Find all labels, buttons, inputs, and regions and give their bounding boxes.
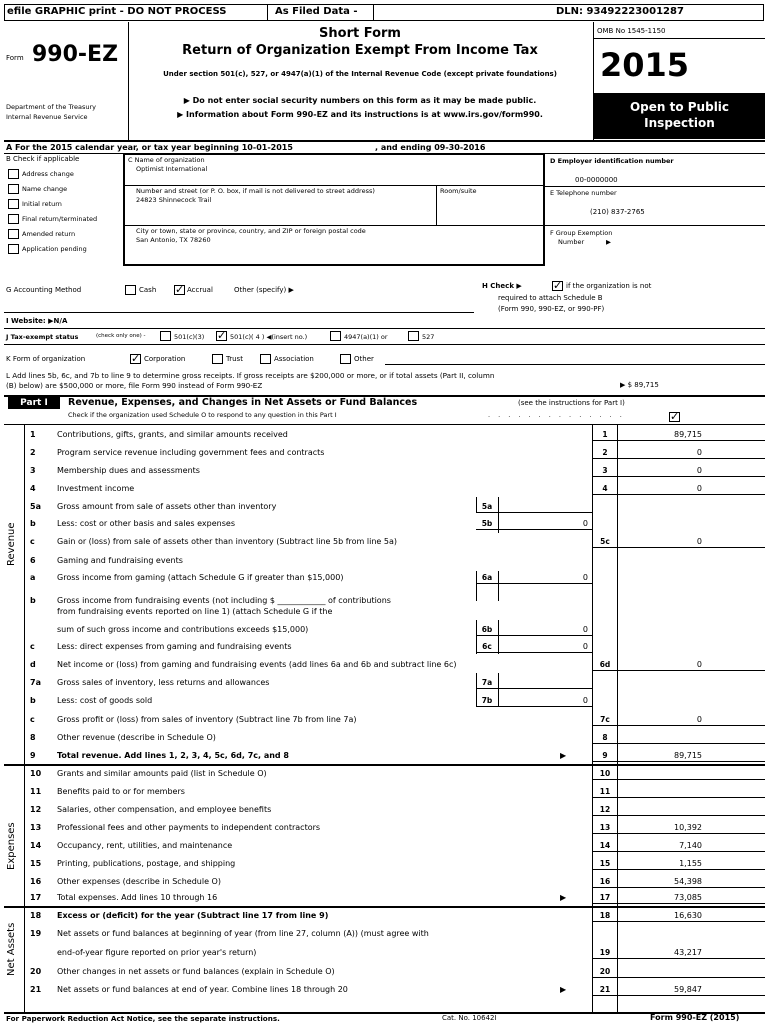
room-suite-label: Room/suite — [440, 187, 477, 195]
line-description: Gross amount from sale of assets other than inventory — [57, 502, 277, 511]
line-description: Salaries, other compensation, and employee benefits — [57, 805, 272, 814]
h-check-label: H Check ▶ — [482, 282, 522, 290]
line-number: 10 — [30, 769, 42, 778]
line-description: Excess or (deficit) for the year (Subtract line 17 from line 9) — [57, 911, 329, 920]
line-amount[interactable]: 43,217 — [674, 948, 702, 957]
4947-label: 4947(a)(1) or — [344, 333, 388, 341]
final-return-label: Final return/terminated — [22, 215, 98, 223]
amount-rule — [592, 833, 765, 834]
as-filed-label: As Filed Data - — [275, 6, 358, 17]
line-ref-number: 18 — [599, 911, 611, 920]
line-description: Gross income from gaming (attach Schedule G if greater than $15,000) — [57, 573, 344, 582]
sub-amount-rule — [476, 583, 592, 584]
footer-cat-no: Cat. No. 10642I — [442, 1014, 497, 1022]
amount-rule — [592, 494, 765, 495]
association-checkbox[interactable] — [260, 354, 271, 364]
line-description: Gain or (loss) from sale of assets other than inventory (Subtract line 5b from line 5a) — [57, 537, 397, 546]
501c4-checkbox[interactable] — [216, 331, 227, 341]
amount-rule — [592, 797, 765, 798]
line-number: 6 — [30, 556, 36, 565]
street-value[interactable]: 24823 Shinnecock Trail — [136, 196, 212, 204]
accounting-method-label: G Accounting Method — [6, 286, 82, 294]
sub-amount-rule — [476, 706, 592, 707]
line-description: Membership dues and assessments — [57, 466, 200, 475]
line-ref-number: 2 — [602, 448, 608, 457]
trust-label: Trust — [226, 355, 243, 363]
line-number: 15 — [30, 859, 42, 868]
501c3-label: 501(c)(3) — [174, 333, 205, 341]
initial-return-label: Initial return — [22, 200, 62, 208]
efile-label: efile GRAPHIC print - DO NOT PROCESS — [7, 6, 227, 17]
other-method-label: Other (specify) ▶ — [234, 286, 294, 294]
line-description: Printing, publications, postage, and shipping — [57, 859, 236, 868]
trust-checkbox[interactable] — [212, 354, 223, 364]
phone-value[interactable]: (210) 837-2765 — [590, 208, 645, 216]
line-number: c — [30, 537, 35, 546]
line-description: Net assets or fund balances at beginning of year (from line 27, column (A)) (must agree with — [57, 929, 429, 938]
line-description: Less: cost of goods sold — [57, 696, 153, 705]
cash-label: Cash — [139, 286, 157, 294]
final-return-checkbox[interactable] — [8, 214, 19, 224]
line-number: 2 — [30, 448, 36, 457]
line-a-end: , and ending 09-30-2016 — [375, 143, 486, 152]
line-number: d — [30, 660, 36, 669]
line-description: Other revenue (describe in Schedule O) — [57, 733, 216, 742]
org-name-value[interactable]: Optimist International — [136, 165, 208, 173]
line-description: Less: direct expenses from gaming and fundraising events — [57, 642, 292, 651]
sub-amount-rule — [476, 512, 592, 513]
line-number: 12 — [30, 805, 42, 814]
short-form-label: Short Form — [319, 26, 401, 41]
amount-rule — [592, 977, 765, 978]
group-exemption-number-label: Number — [558, 238, 585, 246]
line-description: Other expenses (describe in Schedule O) — [57, 877, 221, 886]
line-ref-number: 5c — [600, 537, 610, 546]
line-description-cont: sum of such gross income and contributions exceeds $15,000) — [57, 625, 309, 634]
net-assets-side-label: Net Assets — [6, 922, 17, 976]
line-amount[interactable]: 10,392 — [674, 823, 702, 832]
line-number: 17 — [30, 893, 42, 902]
line-sub-amount[interactable]: 0 — [582, 642, 588, 651]
tax-exempt-sub: (check only one) - — [96, 333, 146, 339]
group-exemption-arrow: ▶ — [606, 238, 611, 246]
line-number: c — [30, 715, 35, 724]
amount-rule — [592, 815, 765, 816]
line-number: 3 — [30, 466, 36, 475]
accrual-label: Accrual — [187, 286, 213, 294]
l-line-1: L Add lines 5b, 6c, and 7b to line 9 to determine gross receipts. If gross receipts are $200,000 or more, or if total assets (Part II, column — [6, 371, 495, 380]
line-ref-number: 6d — [599, 660, 611, 669]
line-number: 4 — [30, 484, 36, 493]
amount-rule — [592, 440, 765, 441]
line-description: Less: cost or other basis and sales expenses — [57, 519, 235, 528]
amount-rule — [592, 779, 765, 780]
line-amount[interactable]: 89,715 — [674, 751, 702, 760]
line-ref-number: 4 — [602, 484, 608, 493]
line-description: Net income or (loss) from gaming and fundraising events (add lines 6a and 6b and subtract line 6c) — [57, 660, 457, 669]
line-description: Professional fees and other payments to independent contractors — [57, 823, 321, 832]
h-text-2: required to attach Schedule B — [498, 294, 603, 302]
open-to-public: Open to Public — [629, 100, 730, 114]
line-number: 9 — [30, 751, 36, 760]
amount-rule — [592, 547, 765, 548]
line-number: b — [30, 696, 36, 705]
line-amount[interactable]: 89,715 — [674, 430, 702, 439]
amount-rule — [592, 476, 765, 477]
527-label: 527 — [422, 333, 435, 341]
line-sub-number: 6b — [481, 625, 493, 634]
part-i-title: Revenue, Expenses, and Changes in Net Assets or Fund Balances — [68, 397, 418, 408]
arrow-icon: ▶ — [560, 751, 567, 760]
line-amount[interactable]: 0 — [696, 484, 702, 493]
dln-label: DLN: 93492223001287 — [556, 6, 684, 17]
line-amount[interactable]: 7,140 — [679, 841, 702, 850]
line-ref-number: 19 — [599, 948, 611, 957]
footer-form-id: Form 990-EZ (2015) — [650, 1013, 740, 1022]
form-subtitle: Under section 501(c), 527, or 4947(a)(1) of the Internal Revenue Code (except private foundations) — [163, 70, 557, 78]
line-description: Other changes in net assets or fund balances (explain in Schedule O) — [57, 967, 335, 976]
line-description: Total revenue. Add lines 1, 2, 3, 4, 5c, 6d, 7c, and 8 — [57, 751, 289, 760]
line-number: b — [30, 519, 36, 528]
line-ref-number: 15 — [599, 859, 611, 868]
line-ref-number: 17 — [599, 893, 611, 902]
line-number: 19 — [30, 929, 42, 938]
address-change-label: Address change — [22, 170, 74, 178]
line-number: 11 — [30, 787, 42, 796]
line-number: 21 — [30, 985, 42, 994]
line-ref-number: 10 — [599, 769, 611, 778]
line-ref-number: 20 — [599, 967, 611, 976]
amount-rule — [592, 725, 765, 726]
line-sub-amount[interactable]: 0 — [582, 519, 588, 528]
corporation-label: Corporation — [144, 355, 186, 363]
amount-rule — [592, 921, 765, 922]
name-change-checkbox[interactable] — [8, 184, 19, 194]
sub-amount-rule — [476, 688, 592, 689]
line-ref-number: 13 — [599, 823, 611, 832]
line-sub-amount[interactable]: 0 — [582, 696, 588, 705]
omb-number: OMB No 1545-1150 — [597, 27, 666, 35]
part-i-label: Part I — [20, 398, 48, 408]
line-number: 5a — [30, 502, 41, 511]
amount-rule — [592, 903, 765, 904]
line-description: Investment income — [57, 484, 135, 493]
line-ref-number: 11 — [599, 787, 611, 796]
line-number: c — [30, 642, 35, 651]
line-ref-number: 14 — [599, 841, 611, 850]
city-value[interactable]: San Antonio, TX 78260 — [136, 236, 211, 244]
amount-rule — [592, 869, 765, 870]
line-description: Gaming and fundraising events — [57, 556, 183, 565]
part-i-check-dots: . . . . . . . . . . . . . . — [488, 411, 625, 419]
l-line-2: (B) below) are $500,000 or more, file Form 990 instead of Form 990-EZ — [6, 381, 263, 390]
association-label: Association — [274, 355, 314, 363]
dept-treasury: Department of the Treasury — [6, 103, 97, 111]
line-sub-number: 6c — [482, 642, 492, 651]
line-description: Contributions, gifts, grants, and similar amounts received — [57, 430, 288, 439]
schedule-o-checkbox[interactable] — [669, 412, 680, 422]
line-amount[interactable]: 0 — [696, 715, 702, 724]
group-exemption-label: F Group Exemption — [550, 229, 613, 237]
line-number: b — [30, 596, 36, 605]
street-label: Number and street (or P. O. box, if mail is not delivered to street address) — [136, 187, 375, 195]
amount-rule — [592, 761, 765, 762]
4947-checkbox[interactable] — [330, 331, 341, 341]
amended-return-checkbox[interactable] — [8, 229, 19, 239]
line-amount[interactable]: 0 — [696, 537, 702, 546]
gross-receipts-value: ▶ $ 89,715 — [620, 381, 659, 389]
arrow-icon: ▶ — [560, 985, 567, 994]
ein-label: D Employer identification number — [550, 157, 674, 165]
name-change-label: Name change — [22, 185, 68, 193]
line-number: 16 — [30, 877, 42, 886]
line-description: Gross income from fundraising events (not including $ ____________ of contributions — [57, 596, 391, 605]
501c3-checkbox[interactable] — [160, 331, 171, 341]
irs-label: Internal Revenue Service — [6, 113, 88, 121]
part-i-title-note: (see the instructions for Part I) — [518, 399, 625, 407]
line-description: Occupancy, rent, utilities, and maintenance — [57, 841, 233, 850]
line-sub-number: 6a — [481, 573, 493, 582]
revenue-side-label: Revenue — [6, 522, 17, 566]
line-description-cont: end-of-year figure reported on prior year's return) — [57, 948, 257, 957]
line-number: a — [30, 573, 36, 582]
sub-amount-rule — [476, 529, 592, 530]
line-description-cont: from fundraising events reported on line 1) (attach Schedule G if the — [57, 607, 333, 616]
tax-year: 2015 — [600, 46, 690, 84]
line-sub-number: 5a — [481, 502, 493, 511]
line-description: Benefits paid to or for members — [57, 787, 185, 796]
h-text-3: (Form 990, 990-EZ, or 990-PF) — [498, 305, 605, 313]
line-ref-number: 3 — [602, 466, 608, 475]
line-ref-number: 9 — [602, 751, 608, 760]
ssn-notice: ▶ Do not enter social security numbers on this form as it may be made public. — [183, 96, 537, 105]
line-ref-number: 16 — [599, 877, 611, 886]
501c4-label: 501(c)( 4 ) ◀(insert no.) — [230, 333, 308, 341]
amended-return-label: Amended return — [22, 230, 76, 238]
line-number: 14 — [30, 841, 42, 850]
address-change-checkbox[interactable] — [8, 169, 19, 179]
application-pending-label: Application pending — [22, 245, 87, 253]
line-description: Gross profit or (loss) from sales of inventory (Subtract line 7b from line 7a) — [57, 715, 357, 724]
line-sub-amount[interactable]: 0 — [582, 625, 588, 634]
line-description: Gross sales of inventory, less returns and allowances — [57, 678, 270, 687]
line-amount[interactable]: 0 — [696, 660, 702, 669]
line-number: 13 — [30, 823, 42, 832]
line-ref-number: 8 — [602, 733, 608, 742]
line-sub-number: 5b — [481, 519, 493, 528]
cash-checkbox[interactable] — [125, 285, 136, 295]
line-amount[interactable]: 16,630 — [674, 911, 702, 920]
line-ref-number: 12 — [599, 805, 611, 814]
line-a-text: A For the 2015 calendar year, or tax year beginning 10-01-2015 — [6, 143, 293, 152]
tax-exempt-status-label: J Tax-exempt status — [6, 333, 79, 341]
527-checkbox[interactable] — [408, 331, 419, 341]
org-name-label: C Name of organization — [128, 156, 205, 164]
website-label: I Website: ▶N/A — [6, 317, 68, 325]
ein-value[interactable]: 00-0000000 — [575, 176, 618, 184]
line-amount[interactable]: 54,398 — [674, 877, 702, 886]
line-number: 20 — [30, 967, 42, 976]
form-of-org-label: K Form of organization — [6, 355, 86, 363]
application-pending-checkbox[interactable] — [8, 244, 19, 254]
form-number: 990-EZ — [32, 42, 119, 67]
line-sub-number: 7a — [481, 678, 493, 687]
amount-rule — [592, 887, 765, 888]
other-form-label: Other — [354, 355, 374, 363]
line-amount[interactable]: 73,085 — [674, 893, 702, 902]
line-description: Total expenses. Add lines 10 through 16 — [57, 893, 218, 902]
sub-amount-rule — [476, 635, 592, 636]
initial-return-checkbox[interactable] — [8, 199, 19, 209]
amount-rule — [592, 670, 765, 671]
line-ref-number: 7c — [600, 715, 610, 724]
line-description: Net assets or fund balances at end of year. Combine lines 18 through 20 — [57, 985, 348, 994]
expenses-side-label: Expenses — [6, 822, 17, 870]
form-prefix: Form — [6, 54, 24, 62]
corporation-checkbox[interactable] — [130, 354, 141, 364]
part-i-check-line: Check if the organization used Schedule O to respond to any question in this Part I — [68, 411, 337, 419]
line-amount[interactable]: 0 — [696, 448, 702, 457]
h-text-1: if the organization is not — [566, 282, 652, 290]
phone-label: E Telephone number — [550, 189, 617, 197]
line-amount[interactable]: 59,847 — [674, 985, 702, 994]
amount-rule — [592, 458, 765, 459]
amount-rule — [592, 851, 765, 852]
accrual-checkbox[interactable] — [174, 285, 185, 295]
line-description: Grants and similar amounts paid (list in Schedule O) — [57, 769, 267, 778]
line-sub-amount[interactable]: 0 — [582, 573, 588, 582]
line-ref-number: 21 — [599, 985, 611, 994]
line-number: 7a — [30, 678, 41, 687]
form-title: Return of Organization Exempt From Income Tax — [182, 43, 538, 58]
check-applicable-label: B Check if applicable — [6, 155, 80, 163]
amount-rule — [592, 958, 765, 959]
line-amount[interactable]: 0 — [696, 466, 702, 475]
amount-rule — [592, 995, 765, 996]
line-description: Program service revenue including government fees and contracts — [57, 448, 325, 457]
amount-rule — [592, 743, 765, 744]
other-form-checkbox[interactable] — [340, 354, 351, 364]
arrow-icon: ▶ — [560, 893, 567, 902]
sub-amount-rule — [476, 652, 592, 653]
line-amount[interactable]: 1,155 — [679, 859, 702, 868]
inspection: Inspection — [644, 116, 715, 130]
line-number: 1 — [30, 430, 36, 439]
info-notice: ▶ Information about Form 990-EZ and its instructions is at www.irs.gov/form990. — [177, 110, 543, 119]
line-number: 8 — [30, 733, 36, 742]
line-sub-number: 7b — [481, 696, 493, 705]
line-ref-number: 1 — [602, 430, 608, 439]
city-label: City or town, state or province, country, and ZIP or foreign postal code — [136, 227, 366, 235]
line-number: 18 — [30, 911, 42, 920]
footer-paperwork-notice: For Paperwork Reduction Act Notice, see the separate instructions. — [6, 1014, 280, 1023]
schedule-b-checkbox[interactable] — [552, 281, 563, 291]
